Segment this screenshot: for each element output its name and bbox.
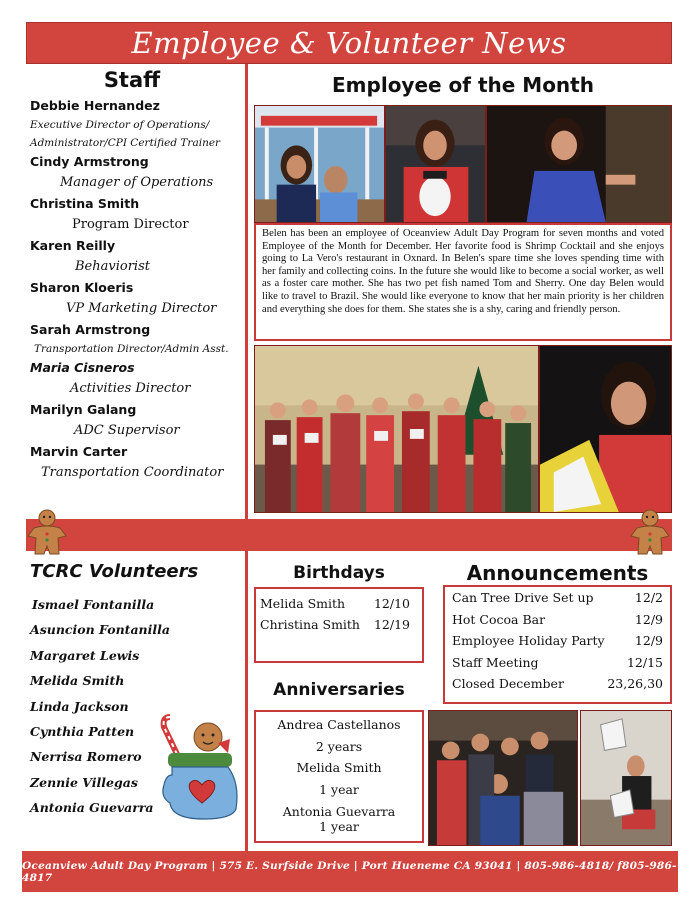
staff-name: Debbie Hernandez bbox=[30, 98, 160, 113]
volunteer-name: Nerrisa Romero bbox=[30, 749, 142, 765]
announcement-row bbox=[452, 630, 663, 652]
staff-role: Transportation Director/Admin Asst. bbox=[34, 343, 229, 355]
staff-name: Marilyn Galang bbox=[30, 402, 137, 417]
volunteer-name: Antonia Guevarra bbox=[30, 800, 154, 816]
volunteer-name: Margaret Lewis bbox=[30, 647, 140, 663]
announcement-row bbox=[452, 587, 663, 609]
employee-bio: Belen has been an employee of Oceanview Adult Day Program for seven months and voted Employee of the Month for December. Her favorite food is Shrimp Cocktail and she enjoys going to La Vero's restaurant in Oxnard. In Belen's spare time she loves spending time with her family and collecting coins. In the future she would like to become a social worker, as well as a foster care mother. She has two pet fish named Tom and Sherry. One day Belen would like to travel to Brazil. She would like everyone to know that her main priority is her children and everything she does for them. She states she is a shy, caring and friendly person. bbox=[254, 223, 672, 341]
footer-contact-info: Oceanview Adult Day Program | 575 E. Surfside Drive | Port Hueneme CA 93041 | 805-986-4818/ f805-986-4817 bbox=[22, 859, 677, 884]
announcement-date: 12/2 bbox=[634, 590, 663, 605]
birthday-row bbox=[260, 593, 418, 614]
anniversaries-heading: Anniversaries bbox=[273, 680, 405, 700]
staff-role: Executive Director of Operations/ bbox=[30, 119, 210, 131]
announcement-date: 12/15 bbox=[626, 654, 663, 670]
staff-role: VP Marketing Director bbox=[66, 301, 217, 316]
birthday-date: 12/19 bbox=[373, 617, 410, 632]
gingerbread-icon-left bbox=[26, 508, 68, 556]
volunteer-name: Asuncion Fontanilla bbox=[30, 622, 170, 638]
announcement-event: Employee Holiday Party bbox=[452, 633, 605, 649]
newsletter-banner bbox=[26, 22, 672, 64]
staff-role: Manager of Operations bbox=[60, 175, 214, 190]
photo-blue-scrubs bbox=[486, 105, 672, 223]
photo-gazebo-portrait bbox=[254, 105, 385, 223]
announcement-date: 23,26,30 bbox=[607, 676, 663, 692]
birthday-date: 12/10 bbox=[373, 596, 410, 611]
volunteer-name: Zennie Villegas bbox=[30, 774, 138, 790]
volunteer-name: Melida Smith bbox=[30, 673, 125, 689]
staff-role: Behaviorist bbox=[75, 259, 150, 274]
staff-name: Cindy Armstrong bbox=[30, 154, 149, 169]
volunteers-heading: TCRC Volunteers bbox=[30, 561, 199, 582]
announcements-box bbox=[443, 585, 672, 704]
staff-name: Sharon Kloeris bbox=[30, 280, 134, 295]
staff-role: Program Director bbox=[72, 217, 189, 232]
staff-role: Transportation Coordinator bbox=[41, 465, 224, 480]
photo-skillet-gift bbox=[539, 345, 672, 513]
staff-role: Activities Director bbox=[70, 381, 191, 396]
staff-name: Christina Smith bbox=[30, 196, 140, 211]
gingerbread-icon-right bbox=[629, 508, 671, 556]
announcement-row bbox=[452, 673, 663, 695]
birthday-row bbox=[260, 614, 418, 635]
staff-section bbox=[28, 68, 246, 484]
volunteer-name: Linda Jackson bbox=[30, 698, 129, 714]
volunteer-name: Cynthia Patten bbox=[30, 724, 135, 740]
staff-role: ADC Supervisor bbox=[74, 423, 180, 438]
employee-of-month-heading: Employee of the Month bbox=[332, 73, 594, 97]
staff-name: Maria Cisneros bbox=[30, 360, 135, 375]
mitten-gingerbread-icon bbox=[156, 713, 248, 821]
staff-name: Karen Reilly bbox=[30, 238, 116, 253]
anniversary-years: 2 years bbox=[315, 738, 363, 754]
announcement-event: Staff Meeting bbox=[452, 654, 539, 670]
photo-carolers bbox=[254, 345, 539, 513]
announcement-date: 12/9 bbox=[634, 611, 663, 627]
announcements-heading: Announcements bbox=[466, 561, 649, 585]
staff-name: Sarah Armstrong bbox=[30, 322, 151, 337]
photo-party-sign bbox=[580, 710, 672, 846]
anniversary-name: Antonia Guevarra bbox=[282, 804, 396, 820]
anniversary-name: Melida Smith bbox=[296, 760, 382, 776]
announcement-event: Closed December bbox=[452, 676, 564, 692]
anniversary-years: 1 year bbox=[319, 781, 359, 797]
staff-role: Administrator/CPI Certified Trainer bbox=[30, 137, 221, 149]
anniversary-name: Andrea Castellanos bbox=[277, 717, 401, 732]
newsletter-title: Employee & Volunteer News bbox=[131, 26, 567, 60]
birthdays-heading: Birthdays bbox=[293, 563, 385, 583]
birthdays-box bbox=[254, 587, 424, 663]
announcement-event: Can Tree Drive Set up bbox=[452, 590, 594, 605]
photo-party-group bbox=[428, 710, 578, 846]
staff-name: Marvin Carter bbox=[30, 444, 128, 459]
birthday-name: Melida Smith bbox=[260, 596, 346, 611]
announcement-event: Hot Cocoa Bar bbox=[452, 611, 546, 627]
announcement-row bbox=[452, 609, 663, 631]
anniversaries-box bbox=[254, 710, 424, 843]
middle-red-band bbox=[26, 519, 672, 551]
volunteer-name: Ismael Fontanilla bbox=[32, 597, 155, 612]
footer-bar bbox=[22, 851, 678, 892]
birthday-name: Christina Smith bbox=[260, 617, 360, 632]
announcement-date: 12/9 bbox=[634, 633, 663, 649]
anniversary-years: 1 year bbox=[319, 819, 359, 835]
photo-snowman-sweater bbox=[385, 105, 486, 223]
announcement-row bbox=[452, 652, 663, 674]
staff-heading: Staff bbox=[103, 68, 161, 92]
